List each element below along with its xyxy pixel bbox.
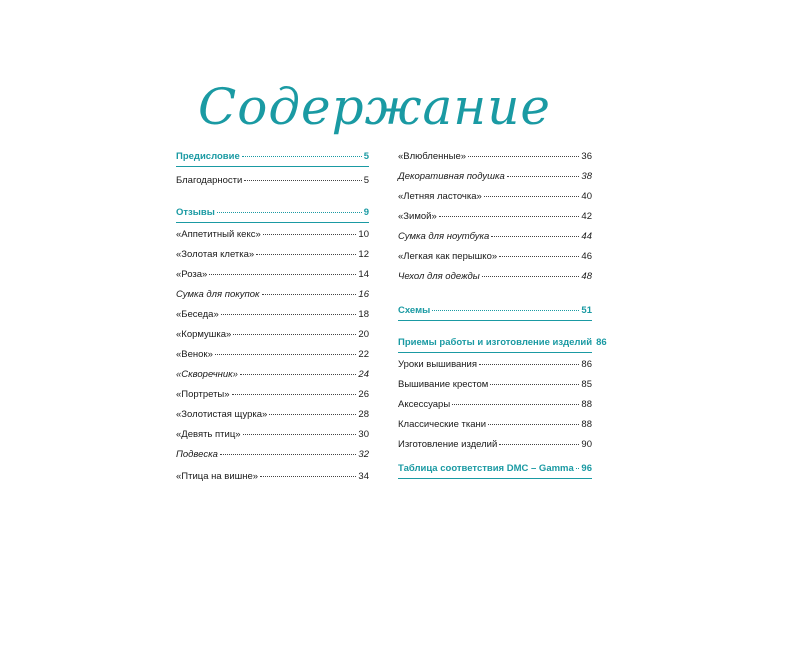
- dot-leader: [439, 216, 580, 217]
- dot-leader: [209, 274, 356, 275]
- toc-section-entry: [176, 151, 369, 163]
- toc-entry: [398, 251, 592, 263]
- toc-entry-page: 5: [363, 175, 369, 186]
- toc-entry-page: 36: [581, 151, 592, 162]
- toc-entry-label: Предисловие: [176, 151, 240, 162]
- toc-entry-page: 88: [581, 419, 592, 430]
- section-divider: [176, 166, 369, 167]
- toc-entry: [176, 409, 369, 421]
- toc-entry-label: Схемы: [398, 305, 431, 316]
- toc-entry: [398, 419, 592, 431]
- toc-entry: [398, 359, 592, 371]
- dot-leader: [215, 354, 357, 355]
- dot-leader: [242, 156, 362, 157]
- section-divider: [398, 478, 592, 479]
- toc-entry-page: 96: [581, 463, 592, 474]
- dot-leader: [220, 454, 357, 455]
- toc-entry-page: 18: [358, 309, 369, 320]
- toc-entry-label: «Кормушка»: [176, 329, 232, 340]
- toc-entry-label: Благодарности: [176, 175, 243, 186]
- toc-entry-page: 38: [581, 171, 592, 182]
- toc-entry-label: Изготовление изделий: [398, 439, 498, 450]
- toc-entry-label: Сумка для покупок: [176, 289, 260, 300]
- toc-entry: [398, 379, 592, 391]
- dot-leader: [468, 156, 579, 157]
- toc-entry-label: «Золотая клетка»: [176, 249, 255, 260]
- toc-entry-label: «Зимой»: [398, 211, 437, 222]
- dot-leader: [491, 236, 579, 237]
- toc-entry-label: Декоративная подушка: [398, 171, 505, 182]
- toc-entry-label: «Скворечник»: [176, 369, 238, 380]
- toc-entry: [176, 369, 369, 381]
- toc-entry-page: 40: [581, 191, 592, 202]
- toc-entry-page: 14: [358, 269, 369, 280]
- dot-leader: [217, 212, 362, 213]
- toc-entry-page: 10: [358, 229, 369, 240]
- dot-leader: [499, 256, 579, 257]
- toc-entry-label: «Девять птиц»: [176, 429, 241, 440]
- toc-entry-page: 86: [581, 359, 592, 370]
- toc-entry: [176, 389, 369, 401]
- toc-entry-label: Таблица соответствия DMC – Gamma: [398, 463, 574, 474]
- toc-section-entry: [398, 305, 592, 317]
- toc-entry-page: 88: [581, 399, 592, 410]
- toc-entry: [398, 211, 592, 223]
- toc-entry-page: 24: [358, 369, 369, 380]
- toc-entry-page: 46: [581, 251, 592, 262]
- toc-entry: [176, 471, 369, 483]
- section-divider: [398, 320, 592, 321]
- toc-entry: [398, 151, 592, 163]
- toc-entry-label: Вышивание крестом: [398, 379, 489, 390]
- toc-section-entry: [398, 337, 607, 349]
- toc-entry: [176, 269, 369, 281]
- toc-entry: [176, 229, 369, 241]
- toc-entry-label: Классические ткани: [398, 419, 487, 430]
- dot-leader: [507, 176, 580, 177]
- toc-entry: [176, 289, 369, 301]
- toc-entry-page: 90: [581, 439, 592, 450]
- toc-section-entry: [176, 207, 369, 219]
- dot-leader: [262, 294, 357, 295]
- dot-leader: [432, 310, 579, 311]
- section-divider: [176, 222, 369, 223]
- toc-entry: [398, 231, 592, 243]
- toc-entry: [398, 439, 592, 451]
- page-title: Содержание: [198, 78, 552, 136]
- toc-entry-label: «Венок»: [176, 349, 213, 360]
- toc-entry: [176, 309, 369, 321]
- dot-leader: [484, 196, 580, 197]
- toc-entry-label: «Портреты»: [176, 389, 230, 400]
- dot-leader: [479, 364, 579, 365]
- toc-entry-page: 42: [581, 211, 592, 222]
- toc-entry-label: «Золотистая щурка»: [176, 409, 268, 420]
- toc-entry: [176, 175, 369, 187]
- toc-entry-label: «Аппетитный кекс»: [176, 229, 261, 240]
- toc-entry-page: 32: [358, 449, 369, 460]
- dot-leader: [232, 394, 357, 395]
- toc-section-entry: [398, 463, 592, 475]
- toc-entry: [176, 429, 369, 441]
- toc-entry-label: Приемы работы и изготовление изделий: [398, 337, 593, 348]
- toc-entry: [176, 349, 369, 361]
- toc-entry-label: «Влюбленные»: [398, 151, 467, 162]
- toc-entry-page: 34: [358, 471, 369, 482]
- toc-entry-label: Сумка для ноутбука: [398, 231, 490, 242]
- toc-entry-page: 28: [358, 409, 369, 420]
- toc-entry-label: «Птица на вишне»: [176, 471, 259, 482]
- toc-entry-page: 9: [363, 207, 369, 218]
- toc-entry-label: «Беседа»: [176, 309, 219, 320]
- dot-leader: [233, 334, 356, 335]
- dot-leader: [269, 414, 356, 415]
- toc-entry-label: Уроки вышивания: [398, 359, 478, 370]
- toc-entry: [176, 329, 369, 341]
- toc-entry-label: Аксессуары: [398, 399, 451, 410]
- section-divider: [398, 352, 592, 353]
- dot-leader: [221, 314, 357, 315]
- toc-entry-label: Чехол для одежды: [398, 271, 480, 282]
- dot-leader: [576, 468, 580, 469]
- dot-leader: [482, 276, 580, 277]
- toc-entry: [398, 399, 592, 411]
- dot-leader: [256, 254, 356, 255]
- dot-leader: [240, 374, 357, 375]
- toc-entry: [176, 249, 369, 261]
- toc-entry-label: «Роза»: [176, 269, 208, 280]
- toc-entry-label: Подвеска: [176, 449, 218, 460]
- toc-entry-page: 86: [596, 337, 607, 348]
- dot-leader: [244, 180, 361, 181]
- toc-entry-page: 20: [358, 329, 369, 340]
- toc-entry-page: 12: [358, 249, 369, 260]
- dot-leader: [260, 476, 356, 477]
- toc-entry: [398, 171, 592, 183]
- toc-entry-page: 85: [581, 379, 592, 390]
- toc-entry-page: 5: [363, 151, 369, 162]
- toc-entry: [176, 449, 369, 461]
- toc-entry-page: 26: [358, 389, 369, 400]
- dot-leader: [490, 384, 579, 385]
- dot-leader: [263, 234, 357, 235]
- toc-entry-page: 22: [358, 349, 369, 360]
- toc-entry: [398, 191, 592, 203]
- dot-leader: [499, 444, 579, 445]
- toc-entry-page: 48: [581, 271, 592, 282]
- toc-entry-page: 51: [581, 305, 592, 316]
- toc-entry-label: «Летняя ласточка»: [398, 191, 482, 202]
- toc-entry-label: Отзывы: [176, 207, 215, 218]
- toc-entry-label: «Легкая как перышко»: [398, 251, 498, 262]
- toc-entry-page: 44: [581, 231, 592, 242]
- dot-leader: [452, 404, 579, 405]
- dot-leader: [243, 434, 357, 435]
- dot-leader: [488, 424, 579, 425]
- toc-entry: [398, 271, 592, 283]
- toc-entry-page: 30: [358, 429, 369, 440]
- toc-entry-page: 16: [358, 289, 369, 300]
